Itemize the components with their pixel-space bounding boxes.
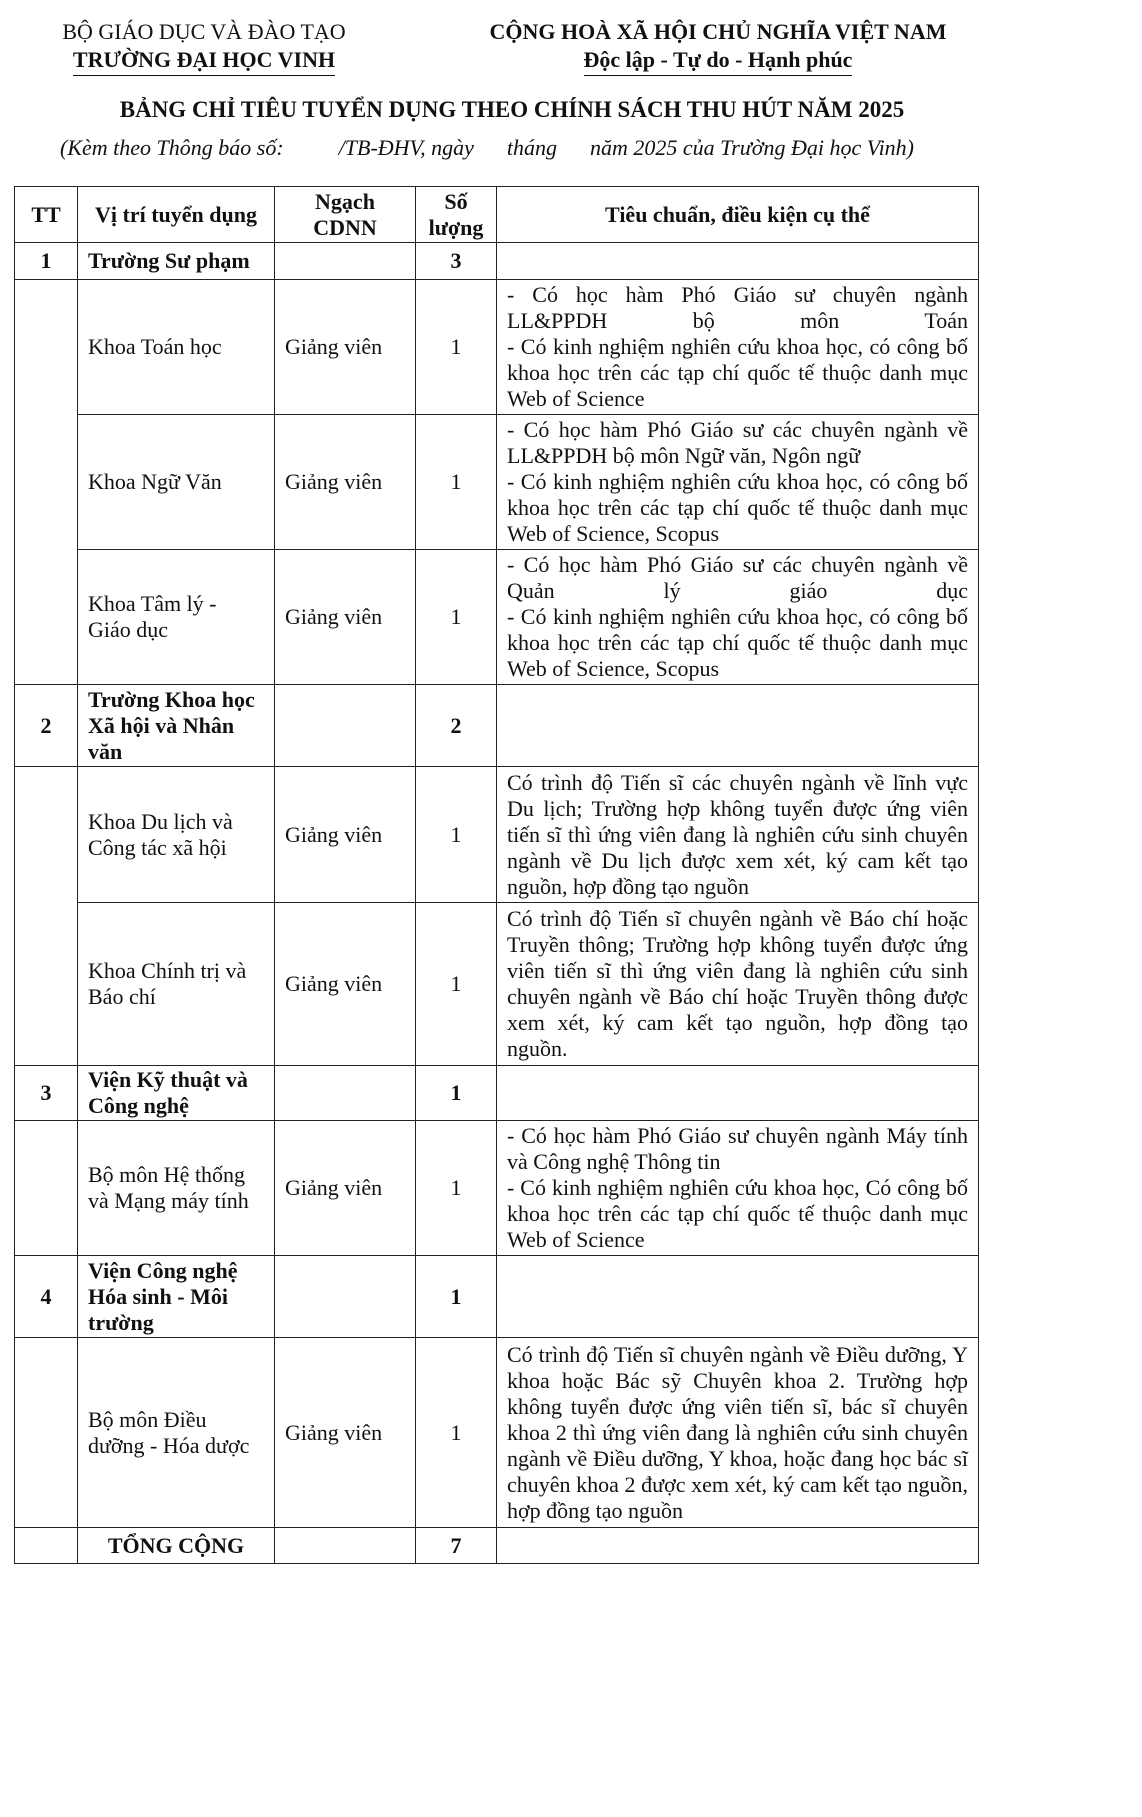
requirement-line: - Có học hàm Phó Giáo sư chuyên ngành Máy tính và Công nghệ Thông tin [507, 1123, 968, 1174]
group-requirements [497, 685, 979, 767]
requirement-line: Có trình độ Tiến sĩ chuyên ngành về Báo chí hoặc Truyền thông; Trường hợp không tuyển được ứng viên tiến sĩ thì ứng viên đang là nghiên cứu sinh chuyên ngành về Báo chí hoặc Truyền thông được xem xét, ký cam kết tạo nguồn, hợp đồng tạo nguồn. [507, 906, 968, 1061]
group-rank [275, 243, 416, 280]
row-position: Bộ môn Điều dưỡng - Hóa dược [78, 1338, 275, 1528]
total-quantity: 7 [416, 1528, 497, 1564]
requirement-line: - Có học hàm Phó Giáo sư các chuyên ngành về LL&PPDH bộ môn Ngữ văn, Ngôn ngữ [507, 417, 968, 468]
header-requirements: Tiêu chuẩn, điều kiện cụ thể [497, 187, 979, 243]
requirement-line: - Có kinh nghiệm nghiên cứu khoa học, có công bố khoa học trên các tạp chí quốc tế thuộc danh mục Web of Science [507, 334, 968, 411]
table-row [15, 767, 979, 903]
row-tt [15, 1338, 78, 1528]
table-row [15, 1121, 979, 1256]
issuer-block [56, 18, 352, 76]
row-quantity: 1 [416, 280, 497, 415]
row-rank: Giảng viên [275, 767, 416, 903]
requirement-line: - Có học hàm Phó Giáo sư chuyên ngành LL&PPDH bộ môn Toán [507, 282, 968, 333]
row-tt [15, 767, 78, 1066]
row-rank: Giảng viên [275, 280, 416, 415]
table-row [15, 903, 979, 1066]
header-tt: TT [15, 187, 78, 243]
row-position: Bộ môn Hệ thống và Mạng máy tính [78, 1121, 275, 1256]
group-requirements [497, 243, 979, 280]
national-motto: Độc lập - Tự do - Hạnh phúc [584, 46, 853, 76]
row-quantity: 1 [416, 767, 497, 903]
group-rank [275, 685, 416, 767]
nation-name: CỘNG HOÀ XÃ HỘI CHỦ NGHĨA VIỆT NAM [489, 19, 947, 44]
row-requirements [497, 415, 979, 550]
row-position: Khoa Ngữ Văn [78, 415, 275, 550]
recruitment-table [14, 186, 979, 1564]
row-quantity: 1 [416, 1338, 497, 1528]
document-subtitle: (Kèm theo Thông báo số: /TB-ĐHV, ngày tháng năm 2025 của Trường Đại học Vinh) [60, 135, 915, 160]
group-quantity: 1 [416, 1066, 497, 1121]
table-header-row [15, 187, 979, 243]
row-requirements [497, 1338, 979, 1528]
group-tt: 4 [15, 1256, 78, 1338]
requirement-line: - Có kinh nghiệm nghiên cứu khoa học, Có công bố khoa học trên các tạp chí quốc tế thuộc danh mục Web of Science [507, 1175, 968, 1252]
row-requirements [497, 903, 979, 1066]
requirement-line: Có trình độ Tiến sĩ chuyên ngành về Điều dưỡng, Y khoa hoặc Bác sỹ Chuyên khoa 2. Trường hợp không tuyển được ứng viên tiến sĩ, bác sĩ chuyên khoa 2 thì ứng viên đang là nghiên cứu sinh chuyên ngành về Điều dưỡng, Y khoa, hoặc đang học bác sĩ chuyên khoa 2 được xem xét, ký cam kết tạo nguồn, hợp đồng tạo nguồn [507, 1341, 968, 1523]
row-requirements [497, 1121, 979, 1256]
total-row [15, 1528, 979, 1564]
total-requirements [497, 1528, 979, 1564]
university-name: TRƯỜNG ĐẠI HỌC VINH [73, 46, 335, 76]
group-row [15, 1066, 979, 1121]
group-tt: 2 [15, 685, 78, 767]
requirement-line: Có trình độ Tiến sĩ các chuyên ngành về lĩnh vực Du lịch; Trường hợp không tuyển được ứng viên tiến sĩ thì ứng viên đang là nghiên cứu sinh chuyên ngành về Du lịch được xem xét, ký cam kết tạo nguồn, hợp đồng tạo nguồn [507, 769, 968, 899]
group-quantity: 3 [416, 243, 497, 280]
group-row [15, 685, 979, 767]
header-quantity: Số lượng [416, 187, 497, 243]
table-row [15, 1338, 979, 1528]
ministry-name: BỘ GIÁO DỤC VÀ ĐÀO TẠO [62, 19, 346, 44]
row-requirements [497, 550, 979, 685]
requirement-line: - Có kinh nghiệm nghiên cứu khoa học, có công bố khoa học trên các tạp chí quốc tế thuộc danh mục Web of Science, Scopus [507, 469, 968, 546]
group-name: Viện Công nghệ Hóa sinh - Môi trường [78, 1256, 275, 1338]
row-position: Khoa Toán học [78, 280, 275, 415]
group-tt: 3 [15, 1066, 78, 1121]
group-requirements [497, 1066, 979, 1121]
group-tt: 1 [15, 243, 78, 280]
row-tt [15, 1121, 78, 1256]
document-title: BẢNG CHỈ TIÊU TUYỂN DỤNG THEO CHÍNH SÁCH THU HÚT NĂM 2025 [119, 97, 905, 122]
row-quantity: 1 [416, 1121, 497, 1256]
table-row [15, 415, 979, 550]
requirement-line: - Có kinh nghiệm nghiên cứu khoa học, có công bố khoa học trên các tạp chí quốc tế thuộc danh mục Web of Science, Scopus [507, 604, 968, 681]
row-position: Khoa Tâm lý - Giáo dục [78, 550, 275, 685]
table-row [15, 280, 979, 415]
row-tt [15, 280, 78, 685]
row-rank: Giảng viên [275, 1121, 416, 1256]
header-position: Vị trí tuyển dụng [78, 187, 275, 243]
row-quantity: 1 [416, 415, 497, 550]
row-quantity: 1 [416, 550, 497, 685]
total-label: TỔNG CỘNG [78, 1528, 275, 1564]
total-tt [15, 1528, 78, 1564]
row-requirements [497, 767, 979, 903]
group-quantity: 1 [416, 1256, 497, 1338]
requirement-line: - Có học hàm Phó Giáo sư các chuyên ngành về Quản lý giáo dục [507, 552, 968, 603]
row-position: Khoa Chính trị và Báo chí [78, 903, 275, 1066]
group-row [15, 243, 979, 280]
group-name: Trường Sư phạm [78, 243, 275, 280]
total-rank [275, 1528, 416, 1564]
row-position: Khoa Du lịch và Công tác xã hội [78, 767, 275, 903]
group-rank [275, 1066, 416, 1121]
row-rank: Giảng viên [275, 903, 416, 1066]
table-row [15, 550, 979, 685]
group-name: Viện Kỹ thuật và Công nghệ [78, 1066, 275, 1121]
group-rank [275, 1256, 416, 1338]
national-heading [468, 18, 968, 76]
group-row [15, 1256, 979, 1338]
group-quantity: 2 [416, 685, 497, 767]
row-quantity: 1 [416, 903, 497, 1066]
group-requirements [497, 1256, 979, 1338]
row-requirements [497, 280, 979, 415]
header-rank: Ngạch CDNN [275, 187, 416, 243]
row-rank: Giảng viên [275, 550, 416, 685]
row-rank: Giảng viên [275, 1338, 416, 1528]
group-name: Trường Khoa học Xã hội và Nhân văn [78, 685, 275, 767]
row-rank: Giảng viên [275, 415, 416, 550]
